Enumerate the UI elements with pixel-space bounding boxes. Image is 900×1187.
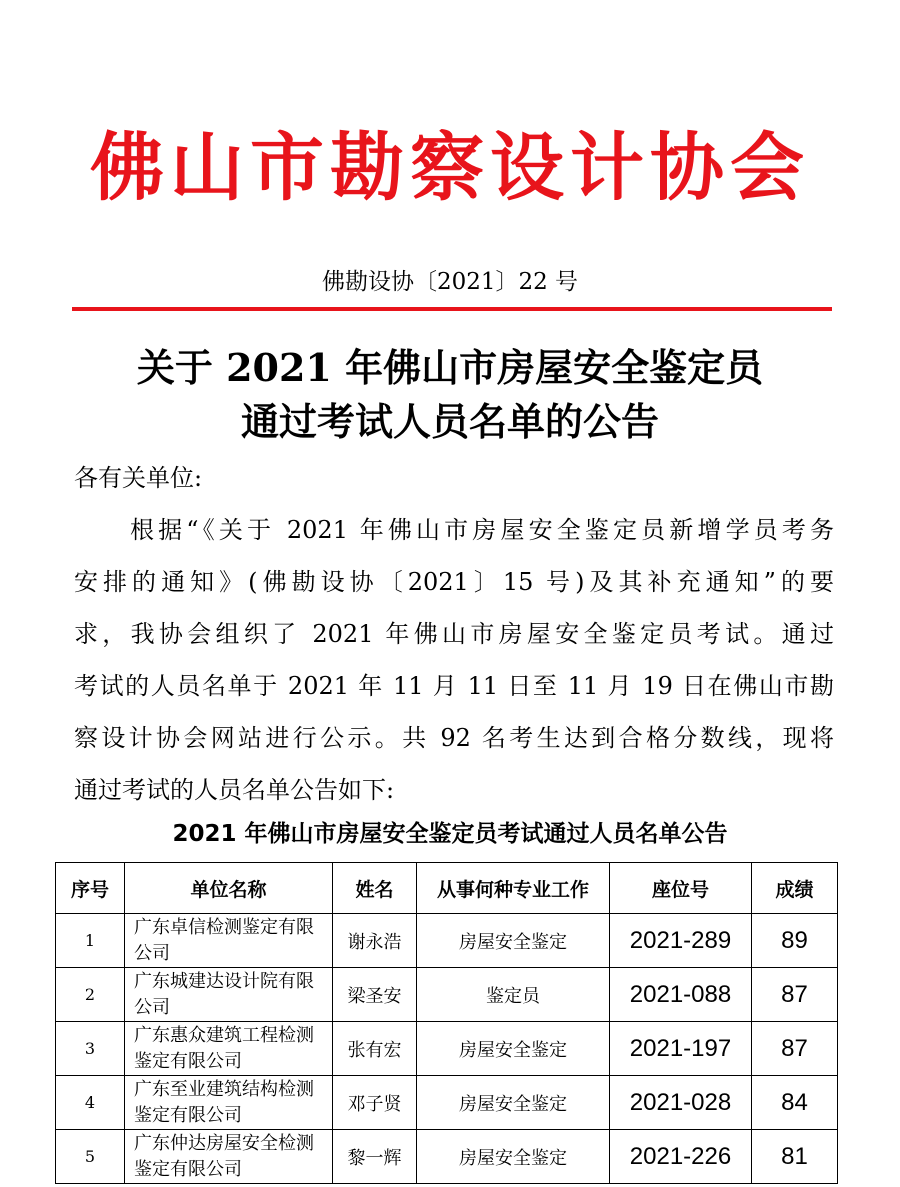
cell-name: 黎一辉 [333,1130,417,1184]
results-table [55,862,838,1184]
table-row [56,914,838,968]
cell-specialty: 房屋安全鉴定 [417,914,610,968]
header-index: 序号 [56,863,125,914]
cell-name: 梁圣安 [333,968,417,1022]
cell-name: 谢永浩 [333,914,417,968]
table-row [56,1130,838,1184]
salutation: 各有关单位: [74,464,203,492]
cell-unit: 广东仲达房屋安全检测鉴定有限公司 [125,1130,333,1184]
table-row [56,968,838,1022]
table-caption: 2021 年佛山市房屋安全鉴定员考试通过人员名单公告 [172,821,728,847]
cell-index: 2 [56,968,125,1022]
cell-index: 4 [56,1076,125,1130]
announcement-title-line2: 通过考试人员名单的公告 [240,399,659,444]
body-line-1: 根据“《关于 2021 年佛山市房屋安全鉴定员新增学员考务 [130,516,834,544]
announcement-title-line1: 关于 2021 年佛山市房屋安全鉴定员 [136,345,764,390]
cell-seat: 2021-226 [610,1130,752,1184]
red-divider [72,307,832,311]
cell-index: 1 [56,914,125,968]
header-specialty: 从事何种专业工作 [417,863,610,914]
cell-unit: 广东卓信检测鉴定有限公司 [125,914,333,968]
body-line-4: 考试的人员名单于 2021 年 11 月 11 日至 11 月 19 日在佛山市勘 [74,672,834,700]
header-seat: 座位号 [610,863,752,914]
cell-score: 87 [752,968,838,1022]
body-line-3: 求，我协会组织了 2021 年佛山市房屋安全鉴定员考试。通过 [74,620,834,648]
body-line-2: 安排的通知》(佛勘设协〔2021〕15 号)及其补充通知”的要 [74,568,834,596]
cell-score: 89 [752,914,838,968]
body-line-5: 察设计协会网站进行公示。共 92 名考生达到合格分数线，现将 [74,724,834,752]
body-line-6: 通过考试的人员名单公告如下: [74,776,395,804]
cell-score: 84 [752,1076,838,1130]
header-score: 成绩 [752,863,838,914]
cell-specialty: 鉴定员 [417,968,610,1022]
cell-score: 87 [752,1022,838,1076]
organization-name: 佛山市勘察设计协会 [90,125,810,211]
header-name: 姓名 [333,863,417,914]
cell-name: 邓子贤 [333,1076,417,1130]
cell-seat: 2021-028 [610,1076,752,1130]
table-header-row [56,863,838,914]
cell-index: 5 [56,1130,125,1184]
cell-name: 张有宏 [333,1022,417,1076]
cell-unit: 广东惠众建筑工程检测鉴定有限公司 [125,1022,333,1076]
cell-seat: 2021-289 [610,914,752,968]
cell-specialty: 房屋安全鉴定 [417,1076,610,1130]
cell-specialty: 房屋安全鉴定 [417,1130,610,1184]
cell-index: 3 [56,1022,125,1076]
document-number: 佛勘设协〔2021〕22 号 [321,269,579,295]
table-row [56,1076,838,1130]
cell-unit: 广东城建达设计院有限公司 [125,968,333,1022]
cell-seat: 2021-088 [610,968,752,1022]
cell-score: 81 [752,1130,838,1184]
table-row [56,1022,838,1076]
cell-specialty: 房屋安全鉴定 [417,1022,610,1076]
header-unit: 单位名称 [125,863,333,914]
cell-unit: 广东至业建筑结构检测鉴定有限公司 [125,1076,333,1130]
cell-seat: 2021-197 [610,1022,752,1076]
